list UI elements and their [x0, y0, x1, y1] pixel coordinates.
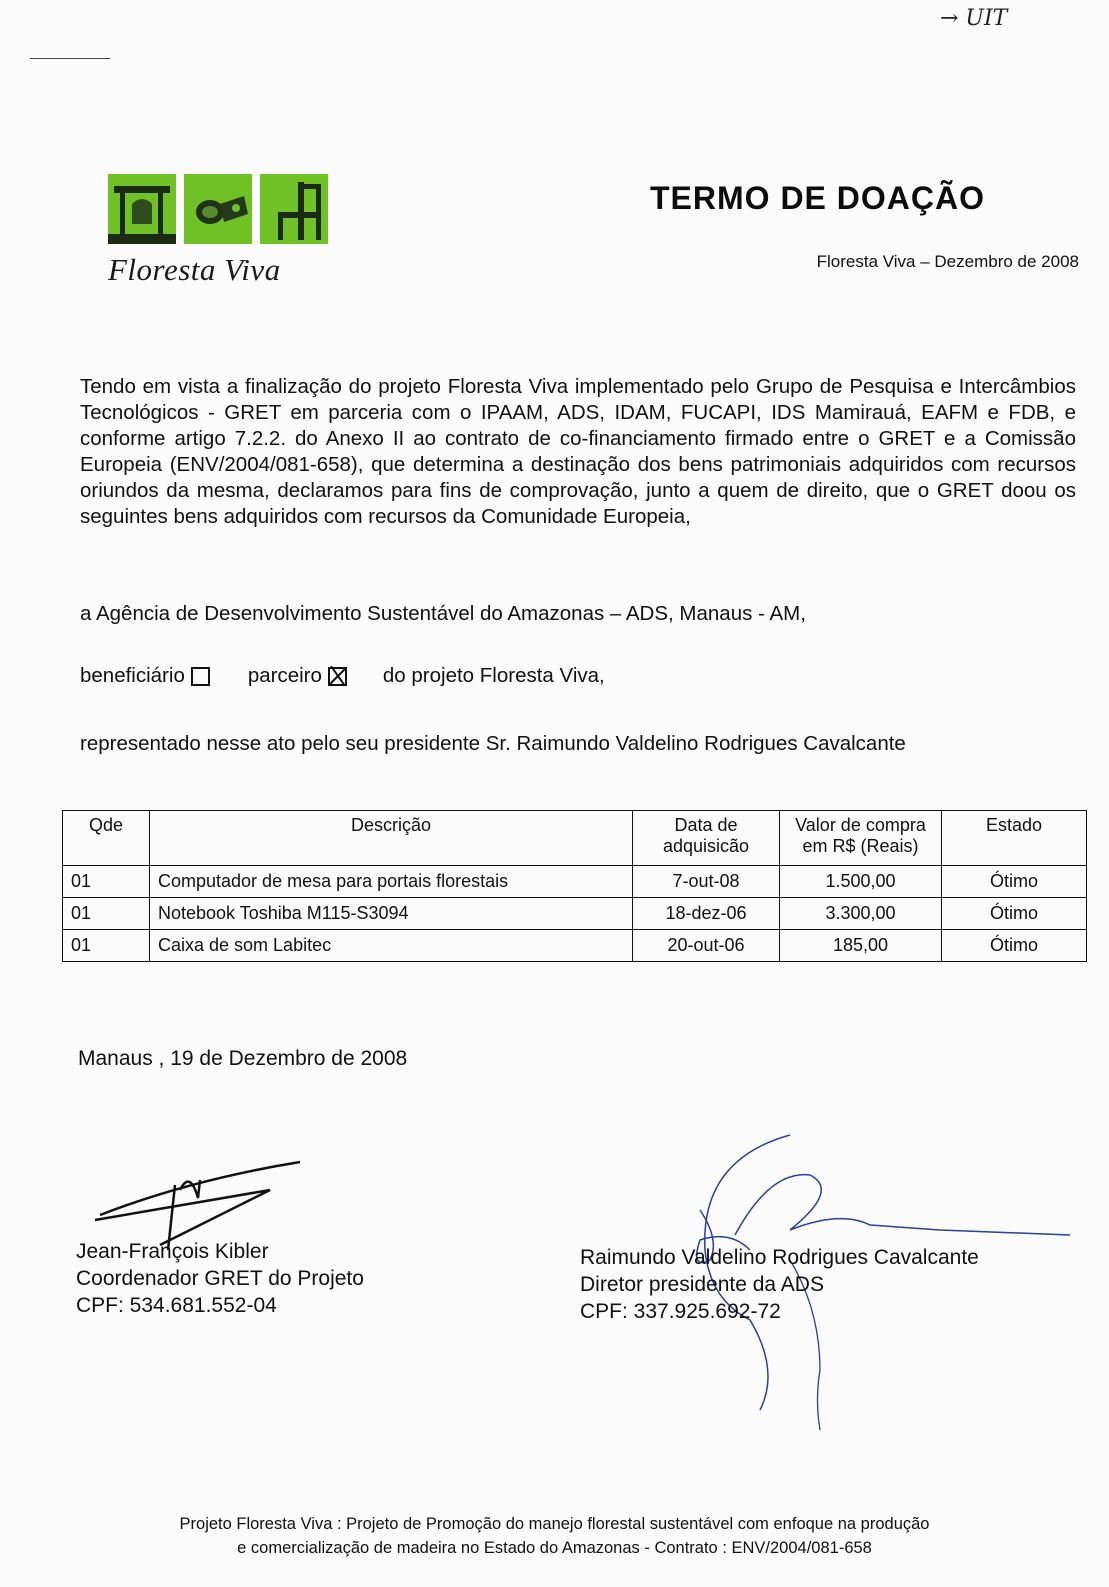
- logo-wood-icon: [184, 174, 252, 244]
- right-signatory-name: Raimundo Valdelino Rodrigues Cavalcante: [580, 1246, 979, 1269]
- body-paragraph: Tendo em vista a finalização do projeto Floresta Viva implementado pelo Grupo de Pesquisa e Intercâmbios Tecnológicos - GRET em parceria com o IPAAM, ADS, IDAM, FUCAPI, IDS Mamirauá, EAFM e FDB, e conforme artigo 7.2.2. do Anexo II ao contrato de co-financiamento firmado entre o GRET e a Comissão Europeia (ENV/2004/081-658), que determina a destinação dos bens patrimoniais adquiridos com recursos oriundos da mesma, declaramos para fins de comprovação, junto a quem de direito, que o GRET doou os seguintes bens adquiridos com recursos da Comunidade Europeia,: [80, 375, 1076, 528]
- partner-checkbox[interactable]: [328, 667, 347, 686]
- left-signatory: [76, 1238, 364, 1319]
- table-row: [63, 866, 1087, 898]
- cell-description: Caixa de som Labitec: [150, 930, 633, 962]
- roles-suffix: do projeto Floresta Viva,: [382, 664, 605, 687]
- cell-state: Ótimo: [942, 866, 1087, 898]
- header-value-line1: Valor de compra: [795, 815, 926, 835]
- right-signatory: [580, 1244, 979, 1325]
- beneficiary-checkbox[interactable]: [191, 667, 210, 686]
- table-row: [63, 898, 1087, 930]
- header-date-line2: adquisicão: [662, 836, 750, 856]
- header-date: [633, 811, 780, 866]
- right-signatory-role: Diretor presidente da ADS: [580, 1273, 824, 1296]
- header-qty: Qde: [63, 811, 150, 866]
- cell-date: 7-out-08: [633, 866, 780, 898]
- recipient-line: a Agência de Desenvolvimento Sustentável do Amazonas – ADS, Manaus - AM,: [80, 602, 806, 625]
- cell-date: 18-dez-06: [633, 898, 780, 930]
- beneficiary-label: beneficiário: [80, 664, 185, 687]
- header-value-line2: em R$ (Reais): [802, 836, 919, 856]
- representative-line: representado nesse ato pelo seu presidente Sr. Raimundo Valdelino Rodrigues Cavalcante: [80, 732, 906, 755]
- logo-image-tiles: [108, 174, 328, 244]
- cell-description: Notebook Toshiba M115-S3094: [150, 898, 633, 930]
- partner-label: parceiro: [247, 664, 322, 687]
- scan-mark: [30, 58, 110, 59]
- table-header-row: [63, 811, 1087, 866]
- table-row: [63, 930, 1087, 962]
- footer-line-1: Projeto Floresta Viva : Projeto de Promoção do manejo florestal sustentável com enfoque na produção: [179, 1515, 930, 1533]
- right-signatory-cpf: CPF: 337.925.692-72: [580, 1300, 781, 1323]
- logo-wordmark: Floresta Viva: [108, 252, 281, 287]
- cell-date: 20-out-06: [633, 930, 780, 962]
- handwritten-note: → UIT: [940, 6, 1008, 31]
- place-and-date: Manaus , 19 de Dezembro de 2008: [78, 1047, 408, 1070]
- cell-qty: 01: [63, 930, 150, 962]
- cell-qty: 01: [63, 898, 150, 930]
- document-subtitle: Floresta Viva – Dezembro de 2008: [816, 252, 1079, 271]
- cell-description: Computador de mesa para portais florestais: [150, 866, 633, 898]
- header-date-line1: Data de: [674, 815, 738, 835]
- cell-qty: 01: [63, 866, 150, 898]
- cell-state: Ótimo: [942, 898, 1087, 930]
- document-title: TERMO DE DOAÇÃO: [650, 180, 985, 216]
- logo-chair-icon: [260, 174, 328, 244]
- cell-state: Ótimo: [942, 930, 1087, 962]
- left-signatory-name: Jean-François Kibler: [76, 1240, 269, 1263]
- left-signatory-role: Coordenador GRET do Projeto: [76, 1267, 364, 1290]
- floresta-viva-logo: [108, 174, 348, 294]
- page-footer: [0, 1512, 1109, 1560]
- cell-value: 3.300,00: [780, 898, 942, 930]
- cell-value: 1.500,00: [780, 866, 942, 898]
- header-state: Estado: [942, 811, 1087, 866]
- left-signatory-cpf: CPF: 534.681.552-04: [76, 1294, 277, 1317]
- footer-line-2: e comercialização de madeira no Estado do Amazonas - Contrato : ENV/2004/081-658: [237, 1539, 872, 1557]
- role-selection: [80, 664, 605, 688]
- logo-table-icon: [108, 174, 176, 244]
- donated-assets-table: [62, 810, 1087, 962]
- cell-value: 185,00: [780, 930, 942, 962]
- header-value: [780, 811, 942, 866]
- header-description: Descrição: [150, 811, 633, 866]
